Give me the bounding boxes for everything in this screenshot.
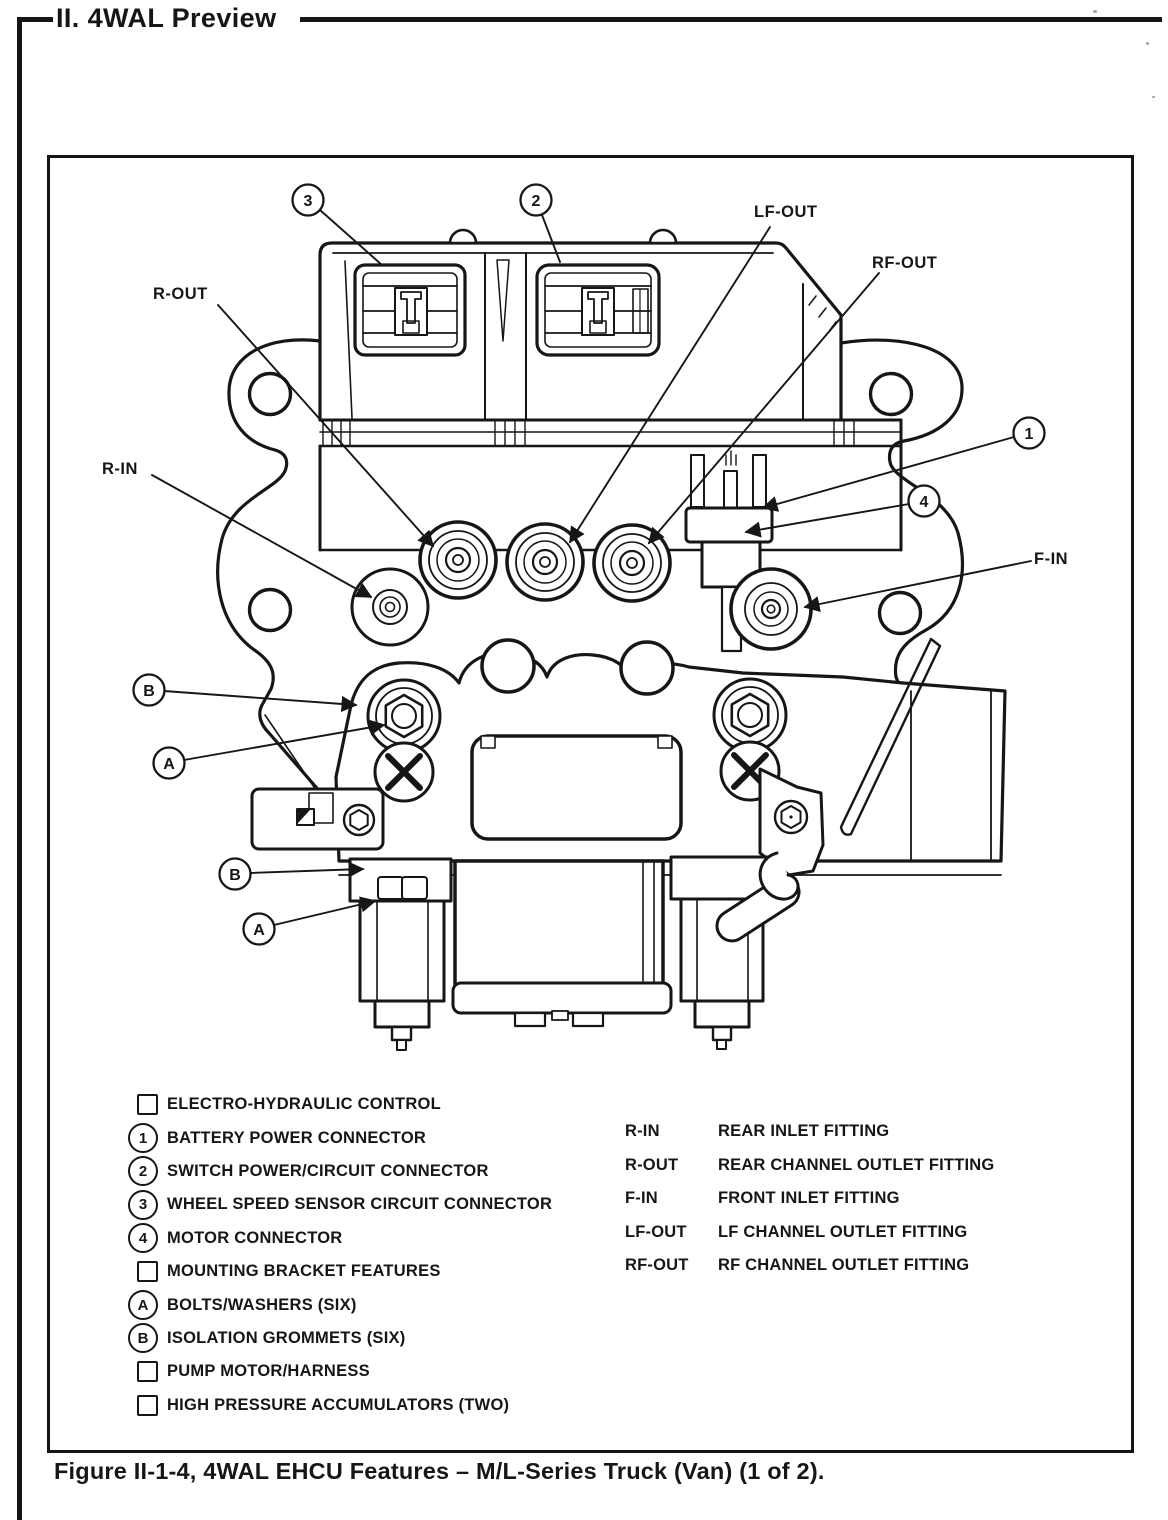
circle-marker: A (128, 1290, 158, 1320)
label-f-in: F-IN (1034, 550, 1069, 568)
legend-item (128, 1088, 552, 1121)
fitting-abbr: LF-OUT (625, 1222, 687, 1241)
callout-b-lower (220, 859, 251, 890)
circle-marker: 2 (128, 1156, 158, 1186)
accumulator-right (671, 857, 775, 1049)
fitting-abbr: RF-OUT (625, 1256, 689, 1275)
page-left-rule (17, 17, 22, 1520)
ehcu-diagram (50, 158, 1131, 1088)
square-marker (137, 1361, 158, 1382)
fitting-desc: LF CHANNEL OUTLET FITTING (718, 1222, 968, 1241)
callout-1 (1014, 418, 1045, 449)
bolt-washer-right (714, 679, 786, 751)
legend-item (128, 1222, 552, 1255)
circle-marker: B (128, 1323, 158, 1353)
callout-b-upper (134, 675, 165, 706)
fitting-desc: REAR CHANNEL OUTLET FITTING (718, 1155, 995, 1174)
legend-item-label: BOLTS/WASHERS (SIX) (167, 1295, 357, 1314)
legend-item (128, 1121, 552, 1154)
pump-motor-body (453, 861, 671, 1026)
figure-box (47, 155, 1134, 1453)
legend-fittings (625, 1115, 994, 1283)
label-lf-out: LF-OUT (754, 203, 818, 221)
legend-item (128, 1288, 552, 1321)
fitting-row (625, 1149, 994, 1183)
circle-marker: 4 (128, 1223, 158, 1253)
circle-marker: 3 (128, 1190, 158, 1220)
legend-item (128, 1188, 552, 1221)
fitting-row (625, 1249, 994, 1283)
square-marker (137, 1261, 158, 1282)
page-title: II. 4WAL Preview (56, 3, 277, 33)
square-marker (137, 1094, 158, 1115)
circle-marker: 1 (128, 1123, 158, 1153)
legend-item (128, 1155, 552, 1188)
scan-speck (1152, 96, 1155, 98)
legend-item-label: MOTOR CONNECTOR (167, 1228, 343, 1247)
callout-a-upper (154, 748, 185, 779)
legend-item (128, 1322, 552, 1355)
fitting-abbr: R-OUT (625, 1155, 679, 1174)
callout-2 (521, 185, 552, 216)
switch-power-connector (537, 265, 659, 355)
fitting-desc: REAR INLET FITTING (718, 1122, 890, 1141)
svg-text:B: B (229, 867, 241, 884)
fitting-row (625, 1115, 994, 1149)
wheel-speed-sensor-connector (355, 265, 465, 355)
header-rule (300, 17, 1162, 22)
svg-text:3: 3 (303, 193, 313, 210)
washer-cross-left (375, 743, 433, 801)
legend-item-label: MOUNTING BRACKET FEATURES (167, 1262, 441, 1281)
bolt-washer-left (368, 680, 440, 752)
callout-4 (909, 486, 940, 517)
fitting-desc: RF CHANNEL OUTLET FITTING (718, 1256, 970, 1275)
svg-text:A: A (163, 756, 175, 773)
callout-3 (293, 185, 324, 216)
legend-item (128, 1355, 552, 1388)
legend-item-label: ISOLATION GROMMETS (SIX) (167, 1328, 406, 1347)
accumulator-left (350, 859, 451, 1050)
label-r-in: R-IN (102, 460, 138, 478)
legend-item-label: SWITCH POWER/CIRCUIT CONNECTOR (167, 1161, 489, 1180)
scan-speck (1146, 42, 1149, 45)
legend-item-label: ELECTRO-HYDRAULIC CONTROL (167, 1095, 441, 1114)
legend-features (128, 1088, 552, 1422)
front-inlet-fitting (731, 569, 811, 649)
fitting-abbr: F-IN (625, 1189, 658, 1208)
fitting-row (625, 1182, 994, 1216)
legend-item (128, 1255, 552, 1288)
svg-text:2: 2 (531, 193, 541, 210)
header-corner-stub (17, 17, 53, 22)
legend-item-label: PUMP MOTOR/HARNESS (167, 1362, 370, 1381)
fitting-abbr: R-IN (625, 1122, 660, 1141)
fitting-desc: FRONT INLET FITTING (718, 1189, 900, 1208)
outlet-fittings (420, 522, 670, 601)
legend-item-label: WHEEL SPEED SENSOR CIRCUIT CONNECTOR (167, 1195, 553, 1214)
legend-item (128, 1389, 552, 1422)
svg-text:4: 4 (919, 494, 929, 511)
label-r-out: R-OUT (153, 285, 208, 303)
svg-text:A: A (253, 922, 265, 939)
square-marker (137, 1395, 158, 1416)
left-bracket-box (252, 789, 383, 849)
figure-caption: Figure II-1-4, 4WAL EHCU Features – M/L-Series Truck (Van) (1 of 2). (54, 1458, 825, 1484)
legend-item-label: HIGH PRESSURE ACCUMULATORS (TWO) (167, 1395, 510, 1414)
fitting-row (625, 1216, 994, 1250)
legend-item-label: BATTERY POWER CONNECTOR (167, 1128, 427, 1147)
label-rf-out: RF-OUT (872, 254, 938, 272)
nameplate (472, 736, 681, 839)
svg-text:B: B (143, 683, 155, 700)
rear-inlet-fitting (352, 569, 428, 645)
svg-text:1: 1 (1024, 426, 1034, 443)
scan-speck (1093, 10, 1097, 13)
callout-a-lower (244, 914, 275, 945)
